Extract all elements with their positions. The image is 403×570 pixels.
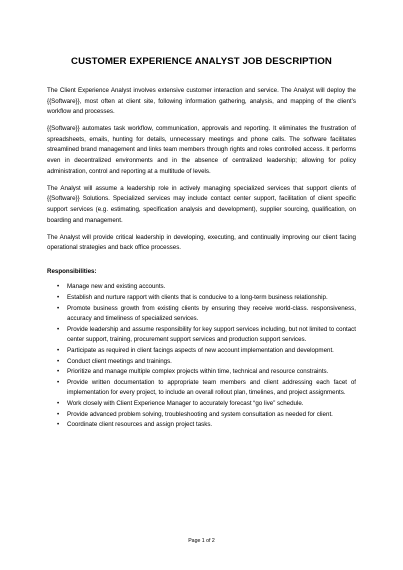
bullet-icon: • [57,421,60,429]
list-item-text: Coordinate client resources and assign project tasks. [67,421,213,429]
leadership-paragraph: The Analyst will assume a leadership role in actively managing specialized services that support clients of {{Software}} Solutions. Specialized services may include contact center support, facilitation of client specific support services (e.g. estimating, specification analysis and development), supplier sourcing, qualification, on boarding and management. [47,184,356,224]
strategy-paragraph: The Analyst will provide critical leadership in developing, executing, and continually improving our client facing operational strategies and back office processes. [47,233,356,252]
list-item [47,282,356,293]
bullet-icon: • [57,410,60,418]
bullet-icon: • [57,283,60,291]
document-title: CUSTOMER EXPERIENCE ANALYST JOB DESCRIPTION [71,56,332,67]
bullet-icon: • [57,357,60,365]
list-item [47,410,356,421]
list-item-text: Participate as required in client facings aspects of new account implementation and development. [67,346,334,354]
list-item [47,346,356,357]
list-item-text: Conduct client meetings and trainings. [67,357,172,365]
list-item [47,378,356,399]
bullet-icon: • [57,378,60,386]
responsibilities-heading: Responsibilities: [47,267,97,275]
responsibilities-list [47,282,356,430]
bullet-icon: • [57,304,60,312]
list-item-text: Manage new and existing accounts. [67,283,166,291]
software-paragraph: {{Software}} automates task workflow, communication, approvals and reporting. It eliminates the frustration of spreadsheets, emails, hunting for details, unnecessary meetings and phone calls. The software facilitates streamlined brand management and links team members through rights and roles controlled access. It performs even in decentralized environments and in the absence of centralized leadership; allowing for policy administration, control and reporting at a multitude of levels. [47,125,356,175]
list-item-text: Provide advanced problem solving, troubleshooting and system consultation as needed for client. [67,410,333,418]
bullet-icon: • [57,325,60,333]
list-item [47,293,356,304]
bullet-icon: • [57,294,60,301]
list-item [47,357,356,368]
list-item [47,325,356,346]
bullet-icon: • [57,346,60,354]
list-item [47,399,356,410]
list-item-text: Prioritize and manage multiple complex projects within time, technical and resource constraints. [67,368,329,376]
list-item-text: Provide leadership and assume responsibility for key support services including, but not limited to contact center support, training, procurement support services and production support services. [67,325,356,344]
intro-paragraph: The Client Experience Analyst involves extensive customer interaction and service. The Analyst will deploy the {{Software}}, most often at client site, following information gathering, analysis, and mapping of the client’s workflow and processes. [47,87,356,116]
list-item [47,304,356,325]
bullet-icon: • [57,399,60,407]
list-item-text: Work closely with Client Experience Manager to accurately forecast “go live” schedule. [67,399,304,407]
page-number: Page 1 of 2 [188,538,215,544]
list-item [47,367,356,378]
list-item-text: Promote business growth from existing clients by ensuring they receive world-class. responsiveness, accuracy and timeliness of specialized services. [67,304,356,323]
list-item-text: Provide written documentation to appropriate team members and client addressing each facet of implementation for every project, to include an overall rollout plan, timelines, and project assignments. [67,378,356,397]
bullet-icon: • [57,368,60,376]
list-item [47,420,356,431]
list-item-text: Establish and nurture rapport with clients that is conducive to a long-term business relationship. [67,294,328,301]
